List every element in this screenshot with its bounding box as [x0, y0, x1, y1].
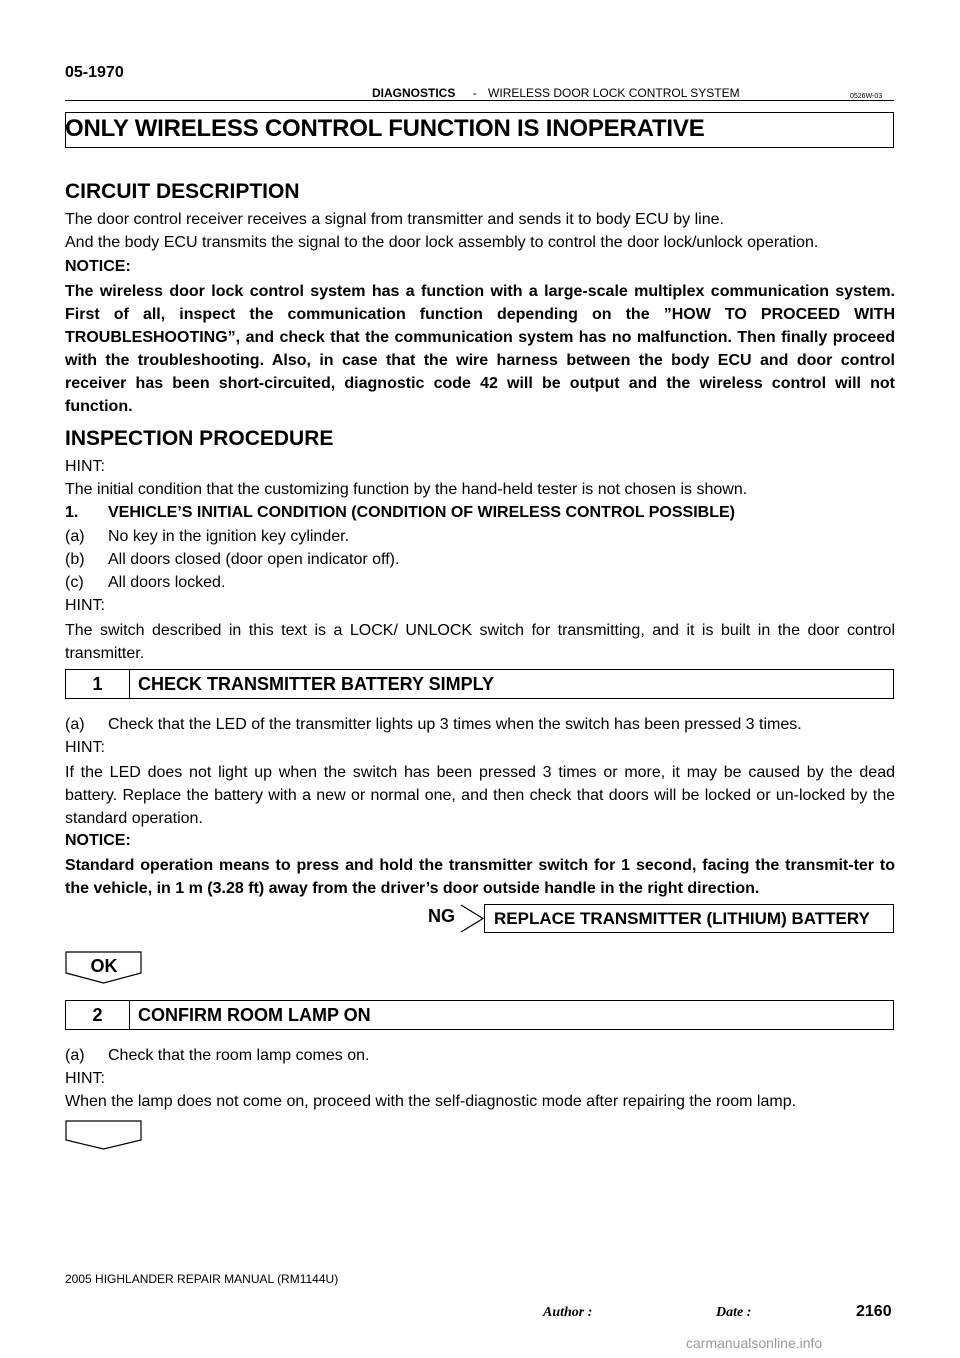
watermark: carmanualsonline.info	[686, 1335, 823, 1351]
ng-label: NG	[428, 906, 455, 926]
circuit-notice-text: The wireless door lock control system has a function with a large-scale multiplex communication system. First of all, inspect the communication function depending on the ”HOW TO PROCEED WITH TROUBLESHOOTING”, and check that the communication system has no malfunction. Then finally proceed with the troubleshooting. Also, in case that the wire harness between the body ECU and door control receiver has been short-circuited, diagnostic code 42 will be output and the wireless control will not function.	[65, 283, 895, 415]
ng-arrow-icon	[460, 904, 486, 933]
header-subsection: WIRELESS DOOR LOCK CONTROL SYSTEM	[488, 86, 740, 100]
header-rule	[65, 100, 894, 101]
step-2-hint-label: HINT:	[65, 1070, 105, 1087]
step-2-box	[65, 1000, 894, 1030]
step-1-hint-label: HINT:	[65, 739, 105, 756]
step-2-number: 2	[92, 1005, 103, 1025]
footer-page-number: 2160	[856, 1303, 892, 1320]
footer-manual-title: 2005 HIGHLANDER REPAIR MANUAL (RM1144U)	[65, 1272, 339, 1286]
condition-label: (c)	[65, 574, 84, 591]
condition-text: All doors locked.	[108, 574, 226, 591]
step-2-divider	[129, 1001, 130, 1029]
page-number: 05-1970	[65, 64, 124, 81]
step-1-notice-text: Standard operation means to press and hold the transmitter switch for 1 second, facing the transmit-ter to the vehicle, in 1 m (3.28 ft) away from the driver’s door outside handle in the right direction.	[65, 857, 895, 897]
step-1-item-text: Check that the LED of the transmitter lights up 3 times when the switch has been pressed 3 times.	[108, 716, 802, 733]
ng-result-box	[484, 904, 894, 933]
inspection-procedure-heading: INSPECTION PROCEDURE	[65, 427, 334, 450]
footer-date-label: Date :	[716, 1305, 752, 1320]
header-breadcrumb	[372, 86, 740, 100]
condition-label: (a)	[65, 528, 85, 545]
initial-condition-number: 1.	[65, 504, 79, 521]
step-2-item-label: (a)	[65, 1047, 85, 1064]
switch-hint-label: HINT:	[65, 597, 105, 614]
header-separator: -	[472, 86, 477, 100]
step-1-notice-label: NOTICE:	[65, 832, 131, 849]
circuit-paragraph-1: The door control receiver receives a signal from transmitter and sends it to body ECU by line.	[65, 211, 724, 228]
step-1-item-label: (a)	[65, 716, 85, 733]
step-1-hint-text: If the LED does not light up when the switch has been pressed 3 times or more, it may be caused by the dead battery. Replace the battery with a new or normal one, and then check that doors will be locked or un-locked by the standard operation.	[65, 764, 895, 827]
circuit-notice-label: NOTICE:	[65, 258, 131, 275]
condition-label: (b)	[65, 551, 85, 568]
header-section: DIAGNOSTICS	[372, 86, 456, 100]
ok-label: OK	[90, 956, 118, 976]
switch-hint-text: The switch described in this text is a LOCK/ UNLOCK switch for transmitting, and it is built in the door control transmitter.	[65, 622, 895, 662]
header-code: 0526W-03	[850, 93, 883, 100]
circuit-paragraph-2: And the body ECU transmits the signal to the door lock assembly to control the door lock/unlock operation.	[65, 234, 819, 251]
inspection-hint-label: HINT:	[65, 458, 105, 475]
page-title: ONLY WIRELESS CONTROL FUNCTION IS INOPERATIVE	[65, 115, 705, 142]
continue-arrow-icon	[65, 1120, 143, 1150]
step-2-item-text: Check that the room lamp comes on.	[108, 1047, 370, 1064]
circuit-description-heading: CIRCUIT DESCRIPTION	[65, 180, 300, 203]
step-1-number: 1	[92, 674, 103, 694]
ng-result-text: REPLACE TRANSMITTER (LITHIUM) BATTERY	[494, 909, 870, 928]
condition-text: All doors closed (door open indicator off).	[108, 551, 400, 568]
step-1-box	[65, 669, 894, 699]
step-1-title: CHECK TRANSMITTER BATTERY SIMPLY	[138, 674, 495, 694]
initial-condition-heading: VEHICLE’S INITIAL CONDITION (CONDITION OF WIRELESS CONTROL POSSIBLE)	[108, 504, 735, 521]
footer-author-label: Author :	[543, 1305, 593, 1320]
step-1-divider	[129, 670, 130, 698]
step-2-title: CONFIRM ROOM LAMP ON	[138, 1005, 371, 1025]
step-2-hint-text: When the lamp does not come on, proceed with the self-diagnostic mode after repairing the room lamp.	[65, 1093, 797, 1110]
inspection-hint-text: The initial condition that the customizing function by the hand-held tester is not chosen is shown.	[65, 481, 748, 498]
condition-text: No key in the ignition key cylinder.	[108, 528, 350, 545]
